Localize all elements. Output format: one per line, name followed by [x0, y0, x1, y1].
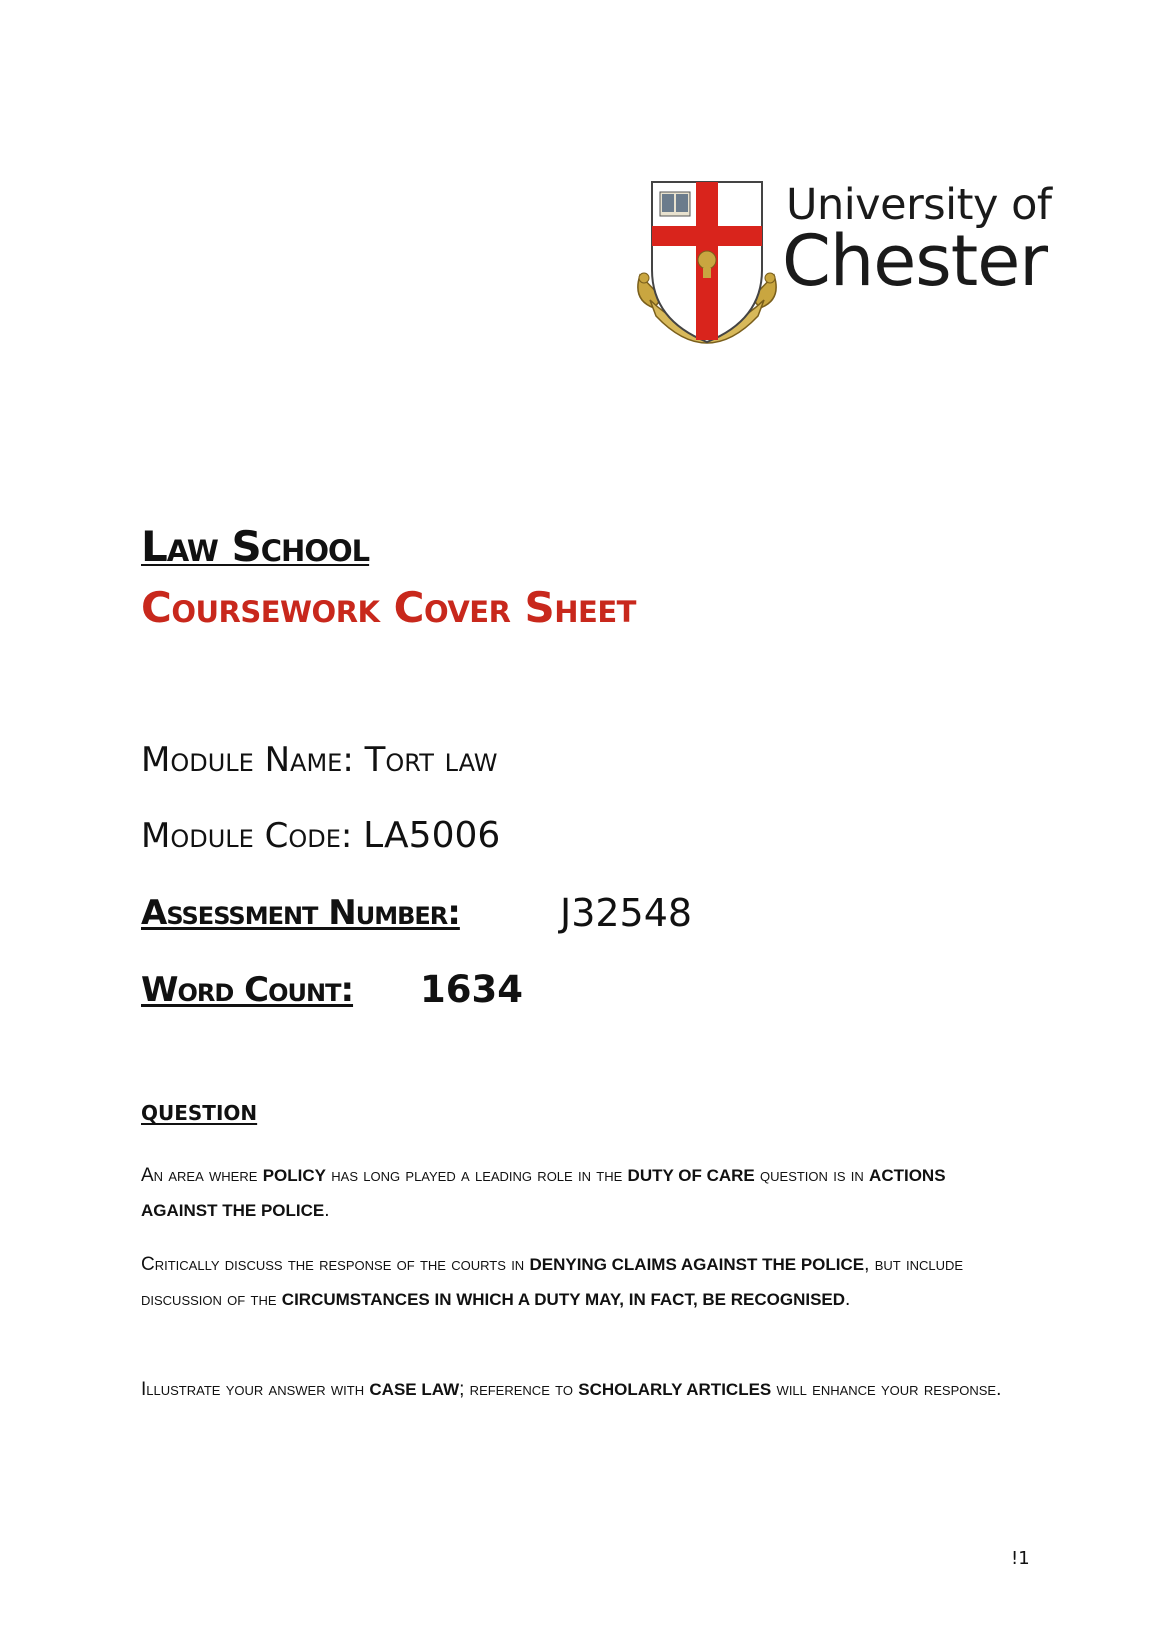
- crest-shield-icon: [632, 180, 782, 355]
- emphasis-run: CASE LAW: [369, 1380, 460, 1399]
- assessment-number-value: J32548: [560, 891, 693, 935]
- text-run: .: [324, 1200, 330, 1221]
- word-count-label: Word Count:: [141, 970, 354, 1010]
- emphasis-run: DUTY OF CARE: [627, 1166, 755, 1185]
- emphasis-run: DENYING CLAIMS AGAINST THE POLICE: [529, 1255, 865, 1274]
- text-run: Illustrate your answer with: [141, 1379, 370, 1400]
- question-paragraph-1: [141, 1158, 1011, 1228]
- assessment-number-label: Assessment Number:: [141, 893, 460, 933]
- module-name-line: [141, 740, 497, 780]
- cover-sheet-title: Coursework Cover Sheet: [141, 583, 636, 632]
- module-name-value: Tort law: [364, 740, 498, 780]
- logo-line-university: University of: [786, 180, 1052, 230]
- school-heading: Law School: [141, 522, 370, 571]
- text-run: ; reference to: [459, 1379, 579, 1400]
- logo-line-chester: Chester: [782, 220, 1048, 302]
- module-name-label: Module Name:: [141, 740, 354, 780]
- text-run: will enhance your response.: [771, 1379, 1002, 1400]
- module-code-label: Module Code:: [141, 816, 353, 856]
- text-run: , but include discussion of the: [141, 1254, 964, 1310]
- emphasis-run: ACTIONS AGAINST THE POLICE: [141, 1166, 946, 1220]
- module-code-line: [141, 815, 500, 856]
- module-code-value: LA5006: [363, 815, 501, 856]
- question-paragraph-3: [141, 1372, 1011, 1407]
- question-paragraph-2: [141, 1247, 1011, 1317]
- crest-motto-placeholder: [632, 180, 633, 181]
- text-run: has long played a leading role in the: [325, 1165, 628, 1186]
- university-logo: [632, 180, 1052, 370]
- emphasis-run: CIRCUMSTANCES IN WHICH A DUTY MAY, IN FACT, BE RECOGNISED: [281, 1290, 846, 1309]
- text-run: Critically discuss the response of the courts in: [141, 1254, 530, 1275]
- page-number: !1: [1011, 1548, 1030, 1569]
- text-run: .: [845, 1289, 851, 1310]
- emphasis-run: SCHOLARLY ARTICLES: [578, 1380, 772, 1399]
- word-count-value: 1634: [420, 968, 523, 1011]
- question-heading: QUESTION: [141, 1101, 258, 1125]
- text-run: question is in: [754, 1165, 870, 1186]
- emphasis-run: POLICY: [262, 1166, 326, 1185]
- text-run: An area where: [141, 1165, 263, 1186]
